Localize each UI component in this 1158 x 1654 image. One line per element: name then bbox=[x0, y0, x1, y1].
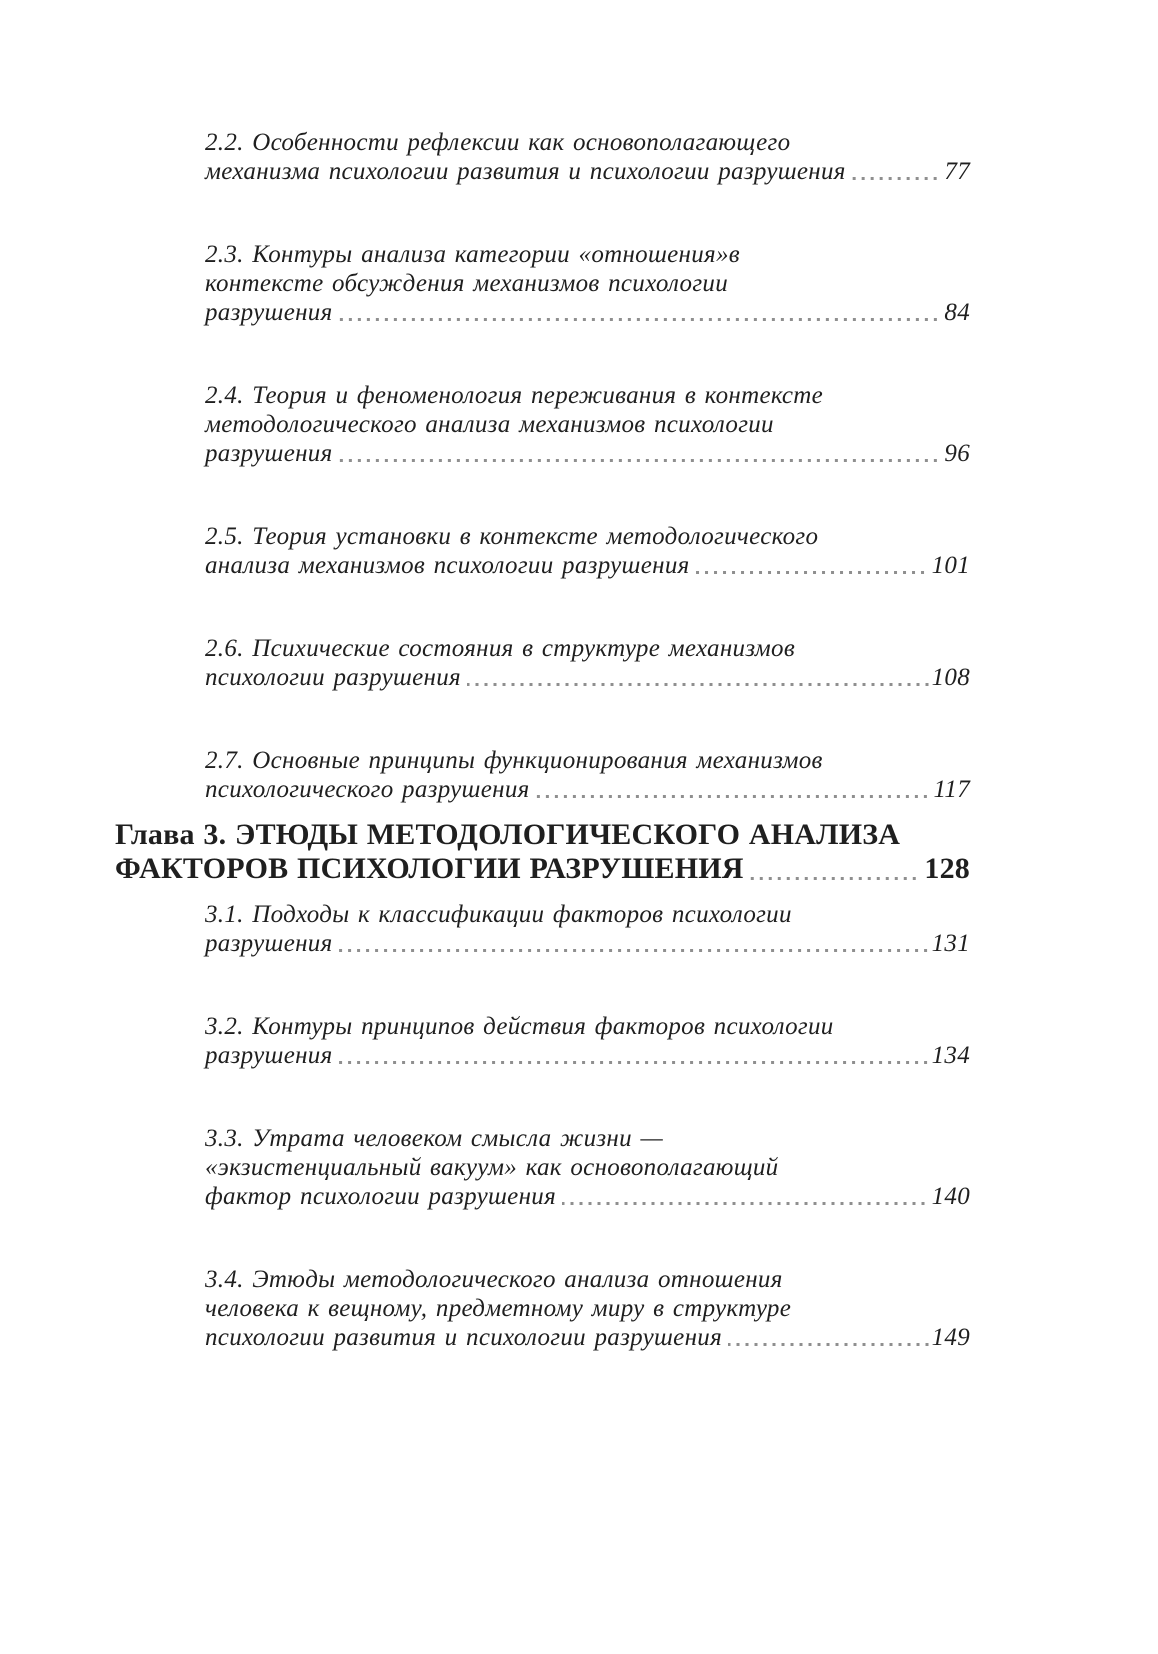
toc-entry-line: 2.6. Психические состояния в структуре механизмов bbox=[205, 635, 795, 662]
toc-entry-last-line bbox=[115, 852, 970, 886]
toc-entry-last-line bbox=[205, 439, 970, 468]
toc-entry-line: 3.4. Этюды методологического анализа отношения bbox=[205, 1266, 783, 1293]
toc-entry-line: Глава 3. ЭТЮДЫ МЕТОДОЛОГИЧЕСКОГО АНАЛИЗА bbox=[115, 818, 901, 851]
toc-entry-line-text: фактор психологии разрушения bbox=[205, 1183, 556, 1210]
page-number: 108 bbox=[931, 664, 970, 691]
page-number: 84 bbox=[944, 299, 970, 326]
toc-entry-line-text: разрушения bbox=[205, 930, 333, 957]
toc-entry-last-line bbox=[205, 663, 970, 692]
page-number: 134 bbox=[931, 1042, 970, 1069]
dot-leader bbox=[750, 877, 922, 880]
page-number: 96 bbox=[944, 440, 970, 467]
toc-entry-last-line bbox=[205, 551, 970, 580]
dot-leader bbox=[728, 1343, 929, 1346]
toc-entry-last-line bbox=[205, 157, 970, 186]
page-number: 149 bbox=[931, 1324, 970, 1351]
toc-entry-line: 3.2. Контуры принципов действия факторов психологии bbox=[205, 1013, 834, 1040]
dot-leader bbox=[536, 795, 931, 798]
toc-entry bbox=[205, 381, 970, 468]
toc-entry-line: методологического анализа механизмов психологии bbox=[205, 411, 774, 438]
toc-entry bbox=[205, 746, 970, 804]
toc-entry-line-text: психологического разрушения bbox=[205, 776, 530, 803]
dot-leader bbox=[339, 318, 942, 321]
toc-entry-line: 2.5. Теория установки в контексте методологического bbox=[205, 523, 819, 550]
toc-entry-line: 3.1. Подходы к классификации факторов психологии bbox=[205, 901, 792, 928]
toc-entry bbox=[205, 634, 970, 692]
page-number: 117 bbox=[933, 776, 970, 803]
toc-entry-line-text: механизма психологии развития и психологии разрушения bbox=[205, 158, 846, 185]
dot-leader bbox=[339, 459, 942, 462]
page-number: 128 bbox=[924, 852, 970, 885]
toc-entry-last-line bbox=[205, 775, 970, 804]
toc-entry-line: человека к вещному, предметному миру в структуре bbox=[205, 1295, 792, 1322]
toc-entry-last-line bbox=[205, 1182, 970, 1211]
toc-entry-line-text: анализа механизмов психологии разрушения bbox=[205, 552, 690, 579]
toc-entry-last-line bbox=[205, 929, 970, 958]
toc-entry-line-text: разрушения bbox=[205, 1042, 333, 1069]
toc-entry-line: 2.3. Контуры анализа категории «отношения»в bbox=[205, 241, 740, 268]
toc-entry bbox=[205, 522, 970, 580]
toc-entry bbox=[205, 1124, 970, 1211]
page-number: 131 bbox=[931, 930, 970, 957]
toc-entry-line: 2.7. Основные принципы функционирования механизмов bbox=[205, 747, 823, 774]
toc-entry-line-text: разрушения bbox=[205, 440, 333, 467]
dot-leader bbox=[339, 1061, 929, 1064]
page-number: 101 bbox=[931, 552, 970, 579]
toc-entry-line: «экзистенциальный вакуум» как основополагающий bbox=[205, 1154, 779, 1181]
toc-entry bbox=[205, 900, 970, 958]
toc-entry-last-line bbox=[205, 298, 970, 327]
toc-entry-last-line bbox=[205, 1041, 970, 1070]
toc-entry-last-line bbox=[205, 1323, 970, 1352]
toc-entry-line-text: ФАКТОРОВ ПСИХОЛОГИИ РАЗРУШЕНИЯ bbox=[115, 852, 744, 885]
toc-entry bbox=[205, 1012, 970, 1070]
toc-entry-line: контексте обсуждения механизмов психологии bbox=[205, 270, 729, 297]
toc-entry-line-text: разрушения bbox=[205, 299, 333, 326]
dot-leader bbox=[562, 1202, 929, 1205]
page-number: 140 bbox=[931, 1183, 970, 1210]
toc-chapter-entry bbox=[115, 818, 970, 886]
dot-leader bbox=[696, 571, 929, 574]
toc-entry bbox=[205, 128, 970, 186]
toc-entry-line-text: психологии развития и психологии разрушения bbox=[205, 1324, 723, 1351]
dot-leader bbox=[467, 683, 929, 686]
toc-entry bbox=[205, 240, 970, 327]
toc-entry-line: 3.3. Утрата человеком смысла жизни — bbox=[205, 1125, 664, 1152]
toc-entry bbox=[205, 1265, 970, 1352]
dot-leader bbox=[339, 949, 929, 952]
dot-leader bbox=[852, 177, 942, 180]
toc-entry-line-text: психологии разрушения bbox=[205, 664, 461, 691]
page-number: 77 bbox=[944, 158, 970, 185]
toc-entry-line: 2.4. Теория и феноменология переживания в контексте bbox=[205, 382, 824, 409]
toc-entry-line: 2.2. Особенности рефлексии как основополагающего bbox=[205, 129, 791, 156]
